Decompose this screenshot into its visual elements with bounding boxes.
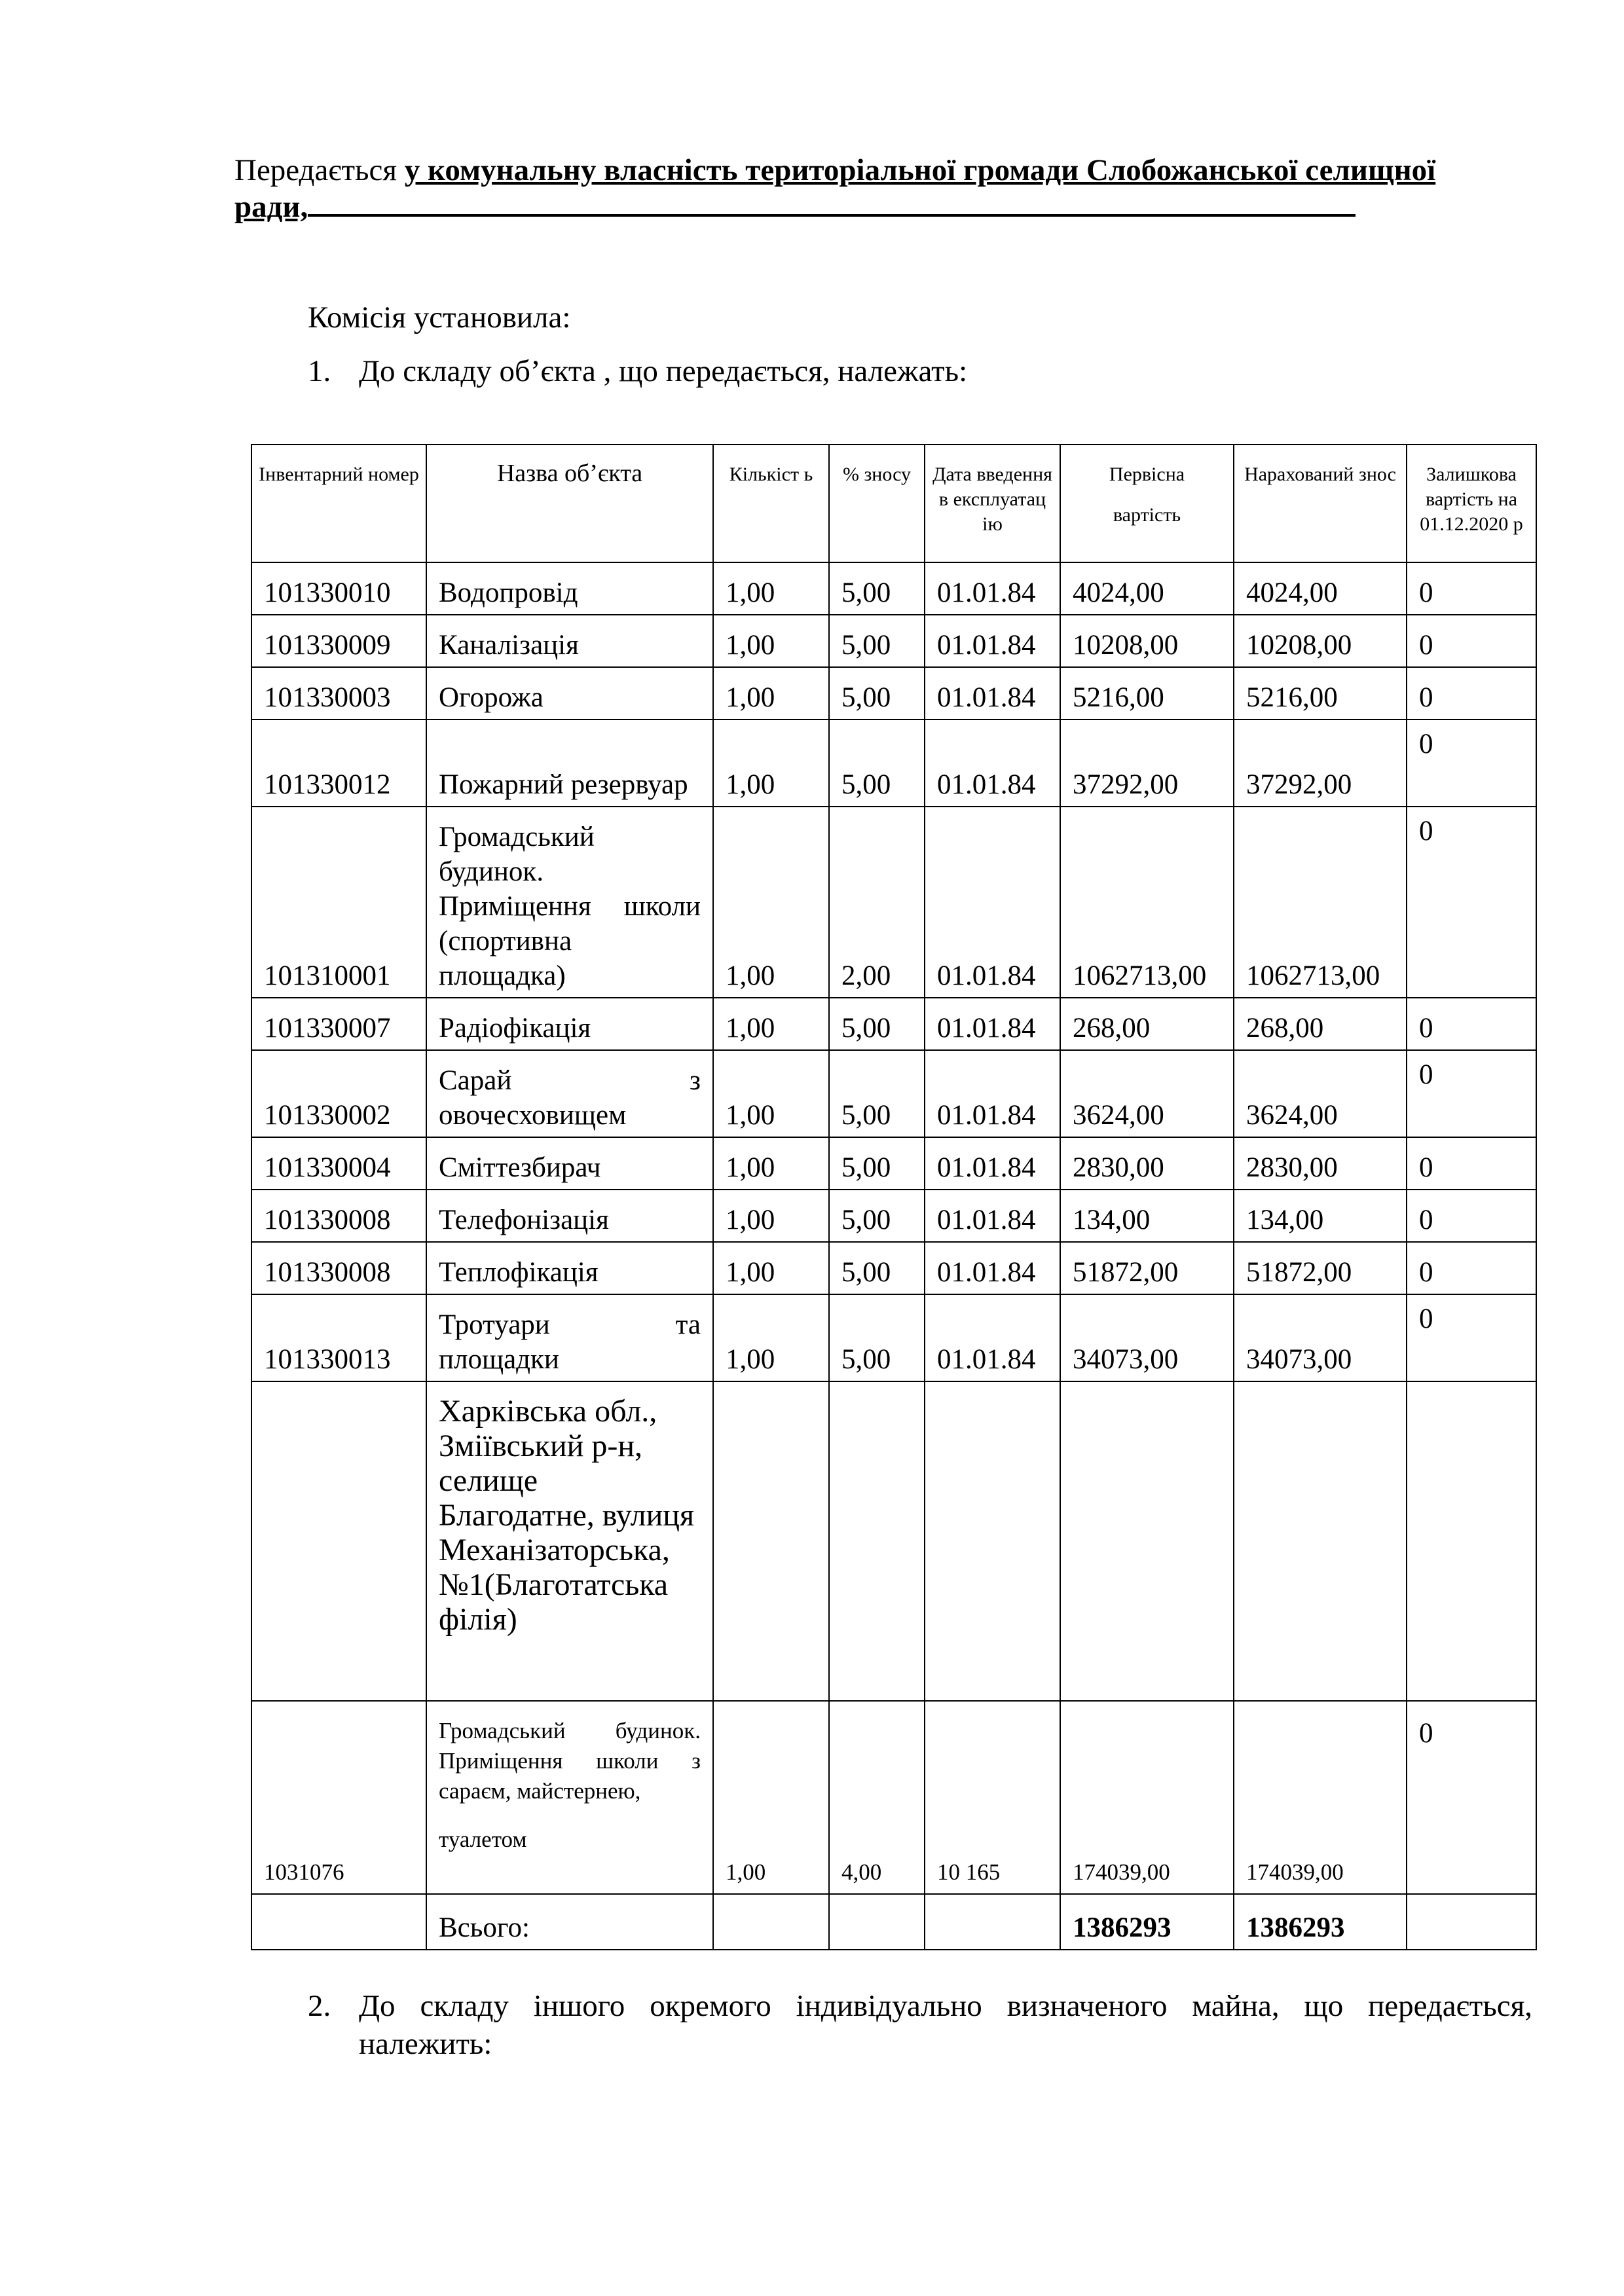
cell-residual-value: 0: [1407, 720, 1536, 807]
table-row: [251, 1294, 1536, 1381]
header-wear-percent: % зносу: [829, 445, 925, 562]
address-row: [251, 1381, 1536, 1701]
total-row: [251, 1894, 1536, 1950]
cell-quantity: 1,00: [713, 1242, 829, 1294]
cell-object-name: Громадський будинок. Приміщення школи (спортивна площадка): [426, 807, 713, 998]
cell-commission-date: 01.01.84: [925, 1294, 1060, 1381]
cell-quantity: 1,00: [713, 1190, 829, 1242]
cell-residual-value: 0: [1407, 807, 1536, 998]
cell-inventory-number: 101310001: [251, 807, 426, 998]
cell-inventory-number: 101330008: [251, 1242, 426, 1294]
cell-wear-percent: 5,00: [829, 667, 925, 720]
table-row: [251, 1050, 1536, 1137]
cell-initial-cost: 37292,00: [1060, 720, 1234, 807]
cell-object-name: Телефонізація: [426, 1190, 713, 1242]
list-item-number: 2.: [308, 1989, 331, 2023]
cell-residual-value: 0: [1407, 1050, 1536, 1137]
cell-commission-date: 01.01.84: [925, 720, 1060, 807]
cell-quantity: 1,00: [713, 1701, 829, 1894]
cell-residual-value: 0: [1407, 1242, 1536, 1294]
header-accrued-wear: Нарахований знос: [1234, 445, 1407, 562]
cell-initial-cost: 51872,00: [1060, 1242, 1234, 1294]
header-residual-value: Залишкова вартість на 01.12.2020 р: [1407, 445, 1536, 562]
header-line2: ради,: [234, 190, 308, 224]
cell-wear-percent: 5,00: [829, 615, 925, 667]
cell-inventory-number: 101330012: [251, 720, 426, 807]
cell-quantity: 1,00: [713, 1137, 829, 1190]
cell-initial-cost: 34073,00: [1060, 1294, 1234, 1381]
cell-accrued-wear: 34073,00: [1234, 1294, 1407, 1381]
cell-inventory-number: 1031076: [251, 1701, 426, 1894]
cell-residual-value: 0: [1407, 1701, 1536, 1894]
cell-inventory-number: 101330007: [251, 998, 426, 1050]
cell-initial-cost: 1062713,00: [1060, 807, 1234, 998]
total-accrued-wear: 1386293: [1234, 1894, 1407, 1950]
cell-quantity: 1,00: [713, 807, 829, 998]
cell-commission-date: 01.01.84: [925, 807, 1060, 998]
document-header: [234, 152, 1511, 225]
cell-initial-cost: 4024,00: [1060, 562, 1234, 615]
table-row: [251, 1190, 1536, 1242]
cell-wear-percent: 5,00: [829, 1137, 925, 1190]
cell-inventory-number: 101330003: [251, 667, 426, 720]
table-row: [251, 720, 1536, 807]
cell-quantity: 1,00: [713, 1294, 829, 1381]
cell-initial-cost: 268,00: [1060, 998, 1234, 1050]
cell-wear-percent: 2,00: [829, 807, 925, 998]
cell-inventory-number: 101330008: [251, 1190, 426, 1242]
cell-quantity: 1,00: [713, 667, 829, 720]
cell-residual-value: 0: [1407, 1137, 1536, 1190]
cell-accrued-wear: 4024,00: [1234, 562, 1407, 615]
header-object-name: Назва об’єкта: [426, 445, 713, 562]
cell-object-name: Каналізація: [426, 615, 713, 667]
table-row: [251, 807, 1536, 998]
cell-object-name: Сміттезбирач: [426, 1137, 713, 1190]
cell-accrued-wear: 5216,00: [1234, 667, 1407, 720]
cell-wear-percent: 5,00: [829, 562, 925, 615]
cell-accrued-wear: 268,00: [1234, 998, 1407, 1050]
cell-accrued-wear: 51872,00: [1234, 1242, 1407, 1294]
list-item-number: 1.: [308, 354, 331, 388]
cell-residual-value: 0: [1407, 1190, 1536, 1242]
cell-quantity: 1,00: [713, 1050, 829, 1137]
list-item-text: До складу об’єкта , що передається, належать:: [359, 354, 968, 388]
cell-commission-date: 01.01.84: [925, 1137, 1060, 1190]
cell-quantity: 1,00: [713, 562, 829, 615]
table-row: [251, 1242, 1536, 1294]
cell-residual-value: 0: [1407, 667, 1536, 720]
cell-residual-value: 0: [1407, 1294, 1536, 1381]
cell-residual-value: 0: [1407, 998, 1536, 1050]
cell-quantity: 1,00: [713, 998, 829, 1050]
table-header-row: [251, 445, 1536, 562]
cell-inventory-number: 101330010: [251, 562, 426, 615]
cell-commission-date: 01.01.84: [925, 1190, 1060, 1242]
cell-object-name: Пожарний резервуар: [426, 720, 713, 807]
cell-object-name: Радіофікація: [426, 998, 713, 1050]
header-recipient: у комунальну власність територіальної громади Слобожанської селищної: [404, 153, 1436, 187]
cell-wear-percent: 5,00: [829, 1242, 925, 1294]
cell-commission-date: 01.01.84: [925, 562, 1060, 615]
table-row: [251, 615, 1536, 667]
header-commission-date: Дата введення в експлуатац ію: [925, 445, 1060, 562]
cell-accrued-wear: 174039,00: [1234, 1701, 1407, 1894]
cell-accrued-wear: 3624,00: [1234, 1050, 1407, 1137]
header-underline: [308, 189, 1356, 217]
cell-initial-cost: 174039,00: [1060, 1701, 1234, 1894]
cell-inventory-number: 101330004: [251, 1137, 426, 1190]
total-initial-cost: 1386293: [1060, 1894, 1234, 1950]
total-label: Всього:: [426, 1894, 713, 1950]
table-row: [251, 562, 1536, 615]
header-quantity: Кількіст ь: [713, 445, 829, 562]
address-cell: Харківська обл., Зміївський р-н, селище Благодатне, вулиця Механізаторська, №1(Благотатська філія): [426, 1381, 713, 1701]
cell-commission-date: 01.01.84: [925, 1242, 1060, 1294]
cell-accrued-wear: 37292,00: [1234, 720, 1407, 807]
list-item-2: [308, 1987, 1532, 2061]
cell-wear-percent: 5,00: [829, 1294, 925, 1381]
cell-accrued-wear: 1062713,00: [1234, 807, 1407, 998]
cell-object-name: Тротуари та площадки: [426, 1294, 713, 1381]
cell-object-name: Сарай з овочесховищем: [426, 1050, 713, 1137]
table-row: [251, 667, 1536, 720]
header-prefix: Передається: [234, 153, 405, 187]
cell-residual-value: 0: [1407, 615, 1536, 667]
cell-commission-date: 10 165: [925, 1701, 1060, 1894]
header-initial-cost: Первісна вартість: [1060, 445, 1234, 562]
cell-object-name: Огорожа: [426, 667, 713, 720]
cell-object-name: Теплофікація: [426, 1242, 713, 1294]
cell-commission-date: 01.01.84: [925, 667, 1060, 720]
list-item-1: [308, 354, 967, 389]
table-row: [251, 998, 1536, 1050]
cell-wear-percent: 5,00: [829, 1050, 925, 1137]
header-inventory-number: Інвентарний номер: [251, 445, 426, 562]
cell-commission-date: 01.01.84: [925, 615, 1060, 667]
cell-residual-value: 0: [1407, 562, 1536, 615]
cell-initial-cost: 3624,00: [1060, 1050, 1234, 1137]
list-item-text: До складу іншого окремого індивідуально визначеного майна, що передається, належить:: [359, 1989, 1532, 2061]
cell-commission-date: 01.01.84: [925, 998, 1060, 1050]
cell-wear-percent: 5,00: [829, 720, 925, 807]
cell-accrued-wear: 2830,00: [1234, 1137, 1407, 1190]
cell-inventory-number: 101330002: [251, 1050, 426, 1137]
cell-initial-cost: 2830,00: [1060, 1137, 1234, 1190]
cell-wear-percent: 5,00: [829, 998, 925, 1050]
cell-wear-percent: 4,00: [829, 1701, 925, 1894]
cell-quantity: 1,00: [713, 720, 829, 807]
cell-initial-cost: 134,00: [1060, 1190, 1234, 1242]
cell-accrued-wear: 134,00: [1234, 1190, 1407, 1242]
cell-initial-cost: 10208,00: [1060, 615, 1234, 667]
cell-commission-date: 01.01.84: [925, 1050, 1060, 1137]
cell-object-name: Водопровід: [426, 562, 713, 615]
cell-quantity: 1,00: [713, 615, 829, 667]
cell-inventory-number: 101330009: [251, 615, 426, 667]
commission-statement: Комісія установила:: [308, 301, 571, 335]
cell-object-name: Громадський будинок. Приміщення школи з сараєм, майстернею, туалетом: [426, 1701, 713, 1894]
cell-inventory-number: 101330013: [251, 1294, 426, 1381]
cell-initial-cost: 5216,00: [1060, 667, 1234, 720]
cell-accrued-wear: 10208,00: [1234, 615, 1407, 667]
cell-wear-percent: 5,00: [829, 1190, 925, 1242]
inventory-table: [251, 444, 1537, 1950]
table-row: [251, 1701, 1536, 1894]
table-row: [251, 1137, 1536, 1190]
